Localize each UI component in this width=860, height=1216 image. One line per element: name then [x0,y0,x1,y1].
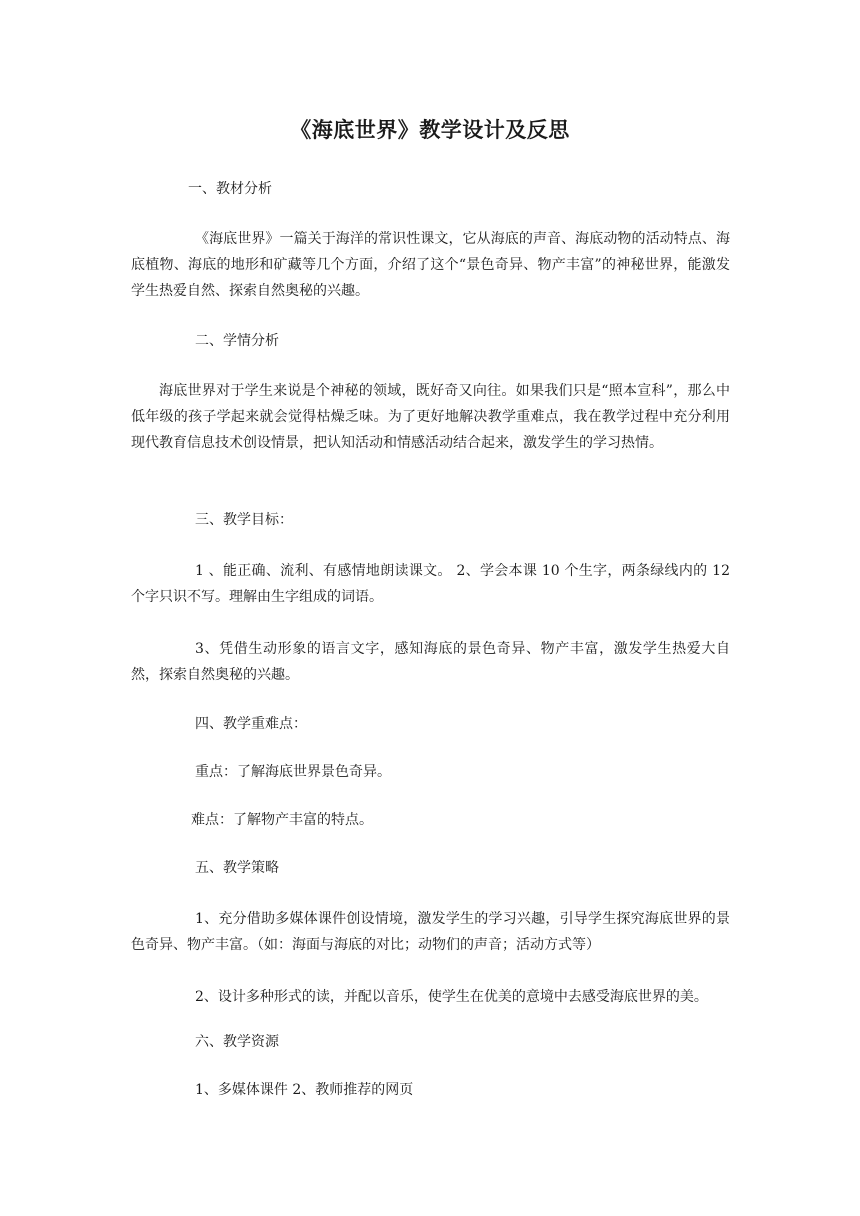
section-heading-teaching-resources: 六、教学资源 [195,1034,279,1050]
paragraph-teaching-goal-3: 3、凭借生动形象的语言文字，感知海底的景色奇异、物产丰富，激发学生热爱大自然，探索自然奥秘的兴趣。 [131,641,730,683]
paragraph-textbook-analysis: 《海底世界》一篇关于海洋的常识性课文，它从海底的声音、海底动物的活动特点、海底植物、海底的地形和矿藏等几个方面，介绍了这个“景色奇异、物产丰富”的神秘世界，能激发学生热爱自然、探索自然奥秘的兴趣。 [131,231,730,299]
paragraph-strategy-1: 1、充分借助多媒体课件创设情境，激发学生的学习兴趣，引导学生探究海底世界的景色奇异、物产丰富。（如：海面与海底的对比；动物们的声音；活动方式等） [131,911,730,953]
section-heading-teaching-strategy: 五、教学策略 [195,860,279,876]
section-heading-teaching-goals: 三、教学目标： [195,512,293,528]
paragraph-strategy-2: 2、设计多种形式的读，并配以音乐，使学生在优美的意境中去感受海底世界的美。 [195,989,708,1005]
section-heading-textbook-analysis: 一、教材分析 [188,181,272,197]
section-heading-key-difficulties: 四、教学重难点： [195,716,307,732]
key-point-text: 重点：了解海底世界景色奇异。 [195,764,391,780]
paragraph-teaching-goal-1-2: 1 、能正确、流利、有感情地朗读课文。 2、学会本课 10 个生字，两条绿线内的 12 个字只识不写。理解由生字组成的词语。 [131,563,730,605]
paragraph-teaching-resources: 1、多媒体课件 2、教师推荐的网页 [195,1082,414,1098]
paragraph-student-analysis: 海底世界对于学生来说是个神秘的领域，既好奇又向往。如果我们只是“照本宣科”，那么中低年级的孩子学起来就会觉得枯燥乏味。为了更好地解决教学重难点，我在教学过程中充分利用现代教育信息技术创设情景，把认知活动和情感活动结合起来，激发学生的学习热情。 [131,383,730,451]
document-title: 《海底世界》教学设计及反思 [290,117,570,142]
difficulty-point-text: 难点：了解物产丰富的特点。 [191,812,373,828]
section-heading-student-analysis: 二、学情分析 [195,333,279,349]
